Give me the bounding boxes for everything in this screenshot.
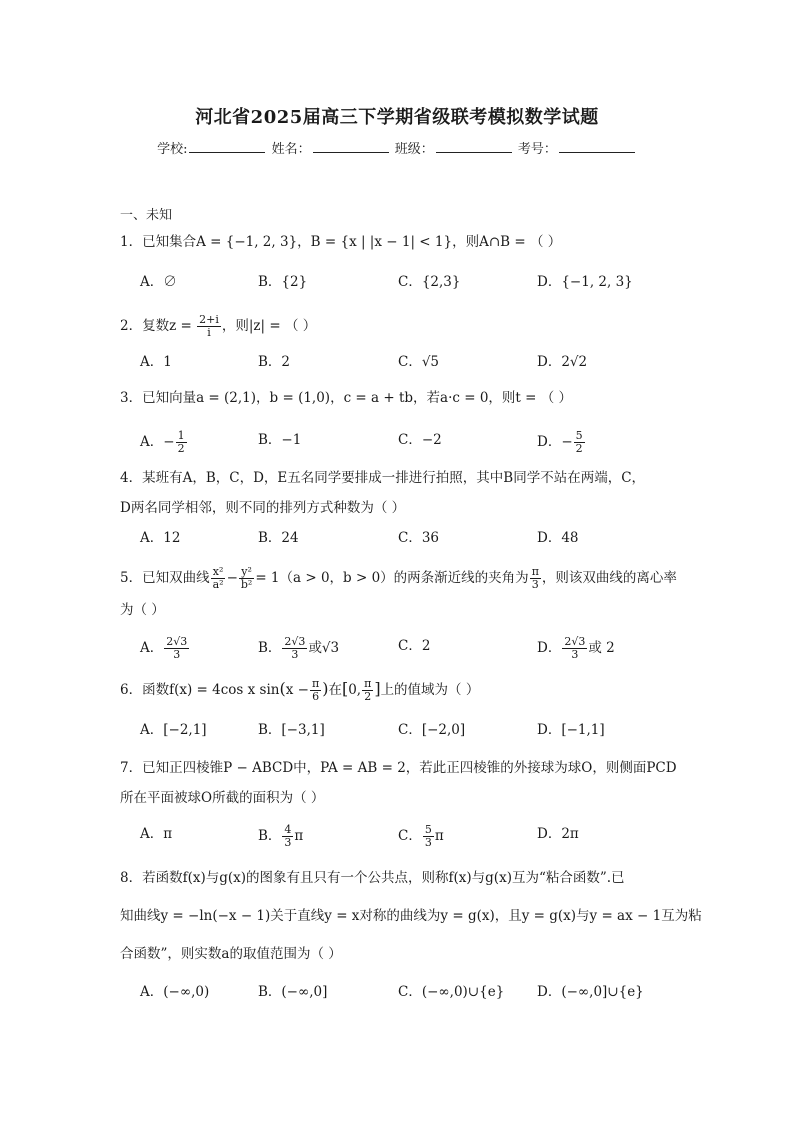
option-b[interactable]: B．−1: [258, 432, 302, 448]
option-d[interactable]: D． $\frac{2√3}{3}$ 或 2: [537, 635, 615, 661]
option-d[interactable]: D．{−1, 2, 3}: [537, 274, 633, 290]
option-a[interactable]: A．− $\frac{1}{2}$: [140, 429, 185, 455]
question-number: 1．: [120, 234, 143, 250]
fraction: $\frac{2√3}{3}$: [284, 635, 306, 661]
question-text-post: 上的值域为（ ）: [380, 682, 480, 698]
question-text: 已知向量a = (2,1)，b = (1,0)，c = a + tb，若a·c = 0，则t = （ ）: [142, 390, 573, 406]
question-text-mid: = 1（a > 0，b > 0）的两条渐近线的夹角为: [255, 570, 529, 586]
question-text: 已知正四棱锥P − ABCD中，PA = AB = 2，若此正四棱锥的外接球为球O，则侧面PCD: [142, 760, 677, 776]
name-blank[interactable]: [313, 140, 389, 153]
question-6: 6．函数f(x) = 4cos x sin(x − $\frac{\pi}{6}$ )在[0, $\frac{\pi}{2}$ ]上的值域为（ ）: [120, 677, 480, 703]
exam-title: 河北省2025届高三下学期省级联考模拟数学试题: [195, 107, 599, 128]
fraction: $\frac{\pi}{3}$: [531, 565, 539, 591]
question-5: 5．已知双曲线 $\frac{\text{x²}}{\text{a²}}$ − $\frac{\text{y²}}{\text{b²}}$ = 1（a > 0，b > 0）的两条渐近线的夹角为 $\frac{\pi}{3}$ ，则该双曲线的离心率: [120, 565, 677, 591]
fraction: $\frac{\pi}{6}$: [311, 677, 320, 703]
option-b[interactable]: B．2: [258, 354, 291, 370]
question-2: [120, 314, 680, 339]
option-c[interactable]: C．{2,3}: [398, 274, 461, 290]
question-text-mid: 在: [328, 682, 342, 698]
question-number: 3．: [120, 390, 143, 406]
question-number: 7．: [120, 760, 143, 776]
fraction: $\frac{4}{3}$: [284, 823, 292, 849]
question-8-line-3: 合函数”，则实数a的取值范围为（ ）: [120, 946, 342, 962]
question-text-pre: 函数f(x) = 4cos x sin: [142, 682, 280, 698]
option-a[interactable]: A．(−∞,0): [140, 984, 210, 1000]
fraction: $\frac{\text{y²}}{\text{b²}}$: [240, 565, 253, 591]
question-7: [120, 758, 680, 778]
question-text-pre: 复数z =: [142, 318, 192, 334]
option-c[interactable]: C．(−∞,0)∪{e}: [398, 984, 505, 1000]
fraction: $\frac{\pi}{2}$: [364, 677, 372, 703]
option-c[interactable]: C．2: [398, 638, 431, 654]
option-b[interactable]: B．{2}: [258, 274, 308, 290]
option-d[interactable]: D．(−∞,0]∪{e}: [537, 984, 644, 1000]
option-a[interactable]: A． $\frac{2√3}{3}$: [140, 635, 188, 661]
name-label: 姓名：: [271, 142, 311, 157]
option-c[interactable]: C．36: [398, 530, 440, 546]
class-blank[interactable]: [436, 140, 512, 153]
fraction: $\frac{2√3}{3}$: [564, 635, 586, 661]
option-a[interactable]: A．12: [140, 530, 181, 546]
section-heading: 一、未知: [120, 208, 173, 223]
option-d[interactable]: D．48: [537, 530, 579, 546]
fraction: $\frac{\text{x²}}{\text{a²}}$: [212, 565, 224, 591]
fraction: $\frac{2+i}{i}$: [199, 313, 219, 339]
question-text-pre: 已知双曲线: [142, 570, 210, 586]
option-a[interactable]: A．1: [140, 354, 172, 370]
exam-number-label: 考号：: [517, 142, 557, 157]
option-a[interactable]: A．π: [140, 826, 173, 842]
question-number: 4．: [120, 470, 143, 486]
question-8-line-2: 知曲线y = −ln(−x − 1)关于直线y = x对称的曲线为y = g(x)，且y = g(x)与y = ax − 1互为粘: [120, 908, 702, 924]
question-8: [120, 868, 680, 888]
fraction: $\frac{5}{2}$: [575, 429, 583, 455]
option-c[interactable]: C． $\frac{5}{3}$ π: [398, 823, 444, 849]
fraction: $\frac{5}{3}$: [424, 823, 432, 849]
question-text-post: ，则|z| = （ ）: [221, 318, 317, 334]
option-c[interactable]: C．[−2,0]: [398, 722, 466, 738]
question-1: [120, 232, 680, 252]
fraction: $\frac{2√3}{3}$: [166, 635, 188, 661]
option-c[interactable]: C．√5: [398, 354, 440, 370]
exam-number-blank[interactable]: [559, 140, 635, 153]
question-text: 若函数f(x)与g(x)的图象有且只有一个公共点，则称f(x)与g(x)互为“粘合函数”.已: [142, 870, 625, 886]
question-number: 5．: [120, 570, 143, 586]
school-label: 学校:: [157, 142, 188, 157]
option-c[interactable]: C．−2: [398, 432, 442, 448]
option-d[interactable]: D．2√2: [537, 354, 588, 370]
question-4-line-2: D两名同学相邻，则不同的排列方式种数为（ ）: [120, 500, 406, 516]
question-7-line-2: 所在平面被球O所截的面积为（ ）: [120, 790, 325, 806]
school-blank[interactable]: [189, 140, 265, 153]
option-b[interactable]: B． $\frac{4}{3}$ π: [258, 823, 304, 849]
class-label: 班级：: [394, 142, 434, 157]
option-a[interactable]: A．∅: [140, 274, 177, 290]
question-5-line-2: 为（ ）: [120, 602, 165, 618]
question-number: 8．: [120, 870, 143, 886]
option-a[interactable]: A．[−2,1]: [140, 722, 207, 738]
question-text-end: ，则该双曲线的离心率: [541, 570, 677, 586]
option-d[interactable]: D．[−1,1]: [537, 722, 605, 738]
fraction: $\frac{1}{2}$: [177, 429, 185, 455]
question-number: 6．: [120, 682, 143, 698]
option-b[interactable]: B． $\frac{2√3}{3}$ 或√3: [258, 635, 340, 661]
option-d[interactable]: D．2π: [537, 826, 579, 842]
question-number: 2．: [120, 318, 143, 334]
question-4: [120, 468, 680, 488]
question-3: [120, 388, 680, 408]
option-b[interactable]: B．24: [258, 530, 299, 546]
option-b[interactable]: B．(−∞,0]: [258, 984, 328, 1000]
student-info-row: [0, 138, 794, 157]
option-d[interactable]: D．− $\frac{5}{2}$: [537, 429, 583, 455]
question-text: 已知集合A = {−1, 2, 3}，B = {x | |x − 1| < 1}，则A∩B = （ ）: [142, 234, 562, 250]
question-text: 某班有A，B，C，D，E五名同学要排成一排进行拍照，其中B同学不站在两端，C，: [142, 470, 646, 486]
option-b[interactable]: B．[−3,1]: [258, 722, 325, 738]
